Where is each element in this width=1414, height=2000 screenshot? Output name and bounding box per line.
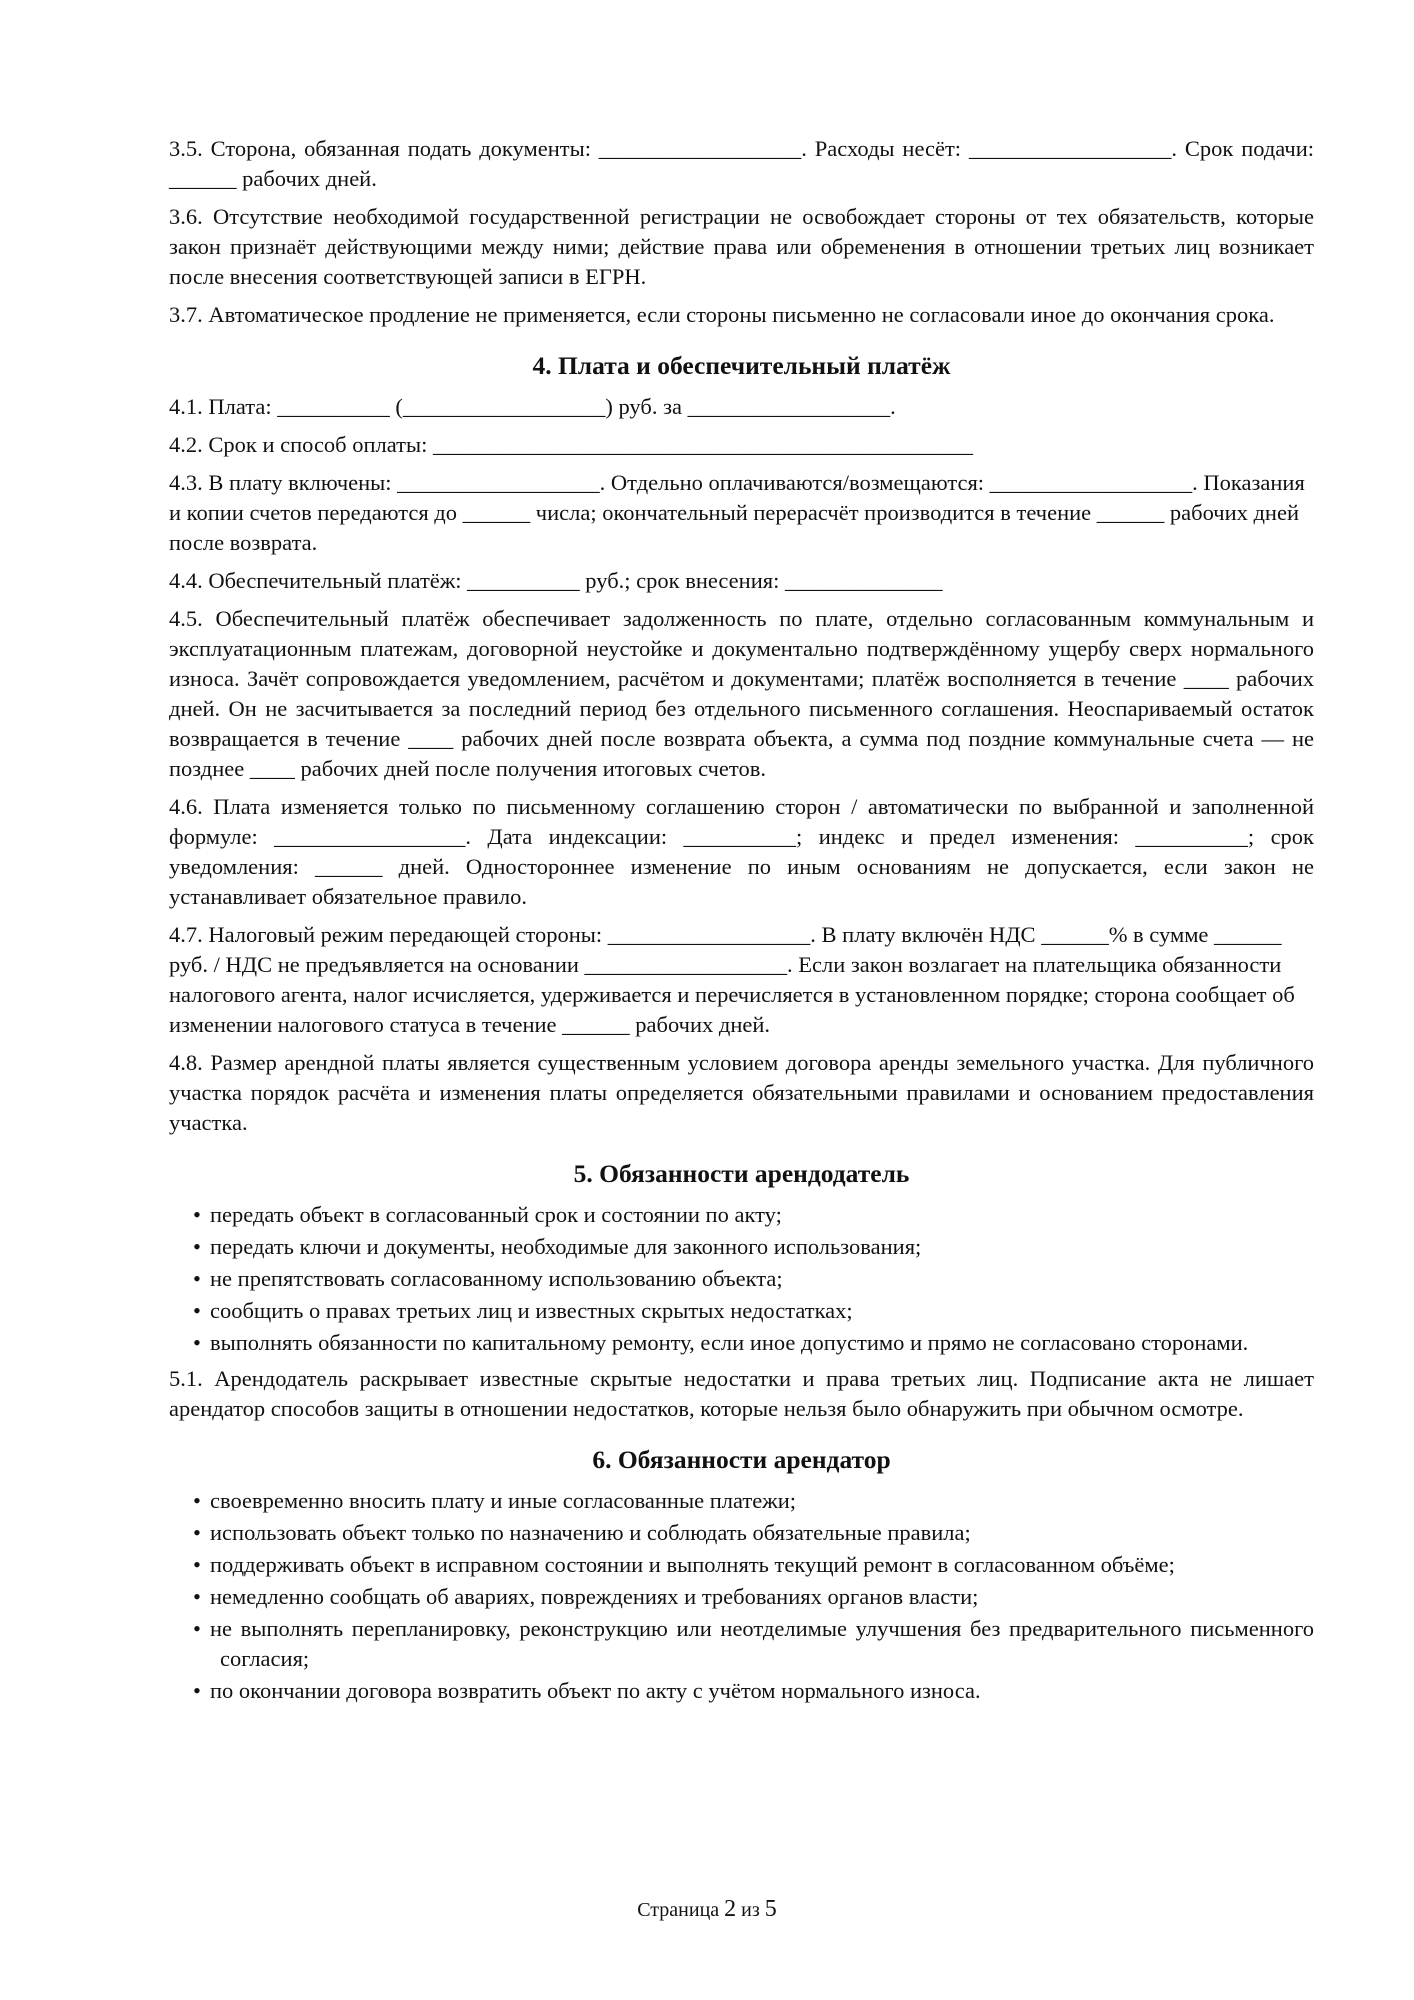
bullet-icon: • bbox=[193, 1584, 201, 1609]
bullet-icon: • bbox=[193, 1520, 201, 1545]
list-item: • немедленно сообщать об авариях, повреждениях и требованиях органов власти; bbox=[193, 1582, 1314, 1612]
footer-of: из bbox=[741, 1899, 760, 1921]
footer-prefix: Страница bbox=[637, 1899, 720, 1921]
clause-4-1: 4.1. Плата: __________ (__________________) руб. за __________________. bbox=[169, 394, 896, 419]
list-item: • передать ключи и документы, необходимые для законного использования; bbox=[193, 1232, 1314, 1262]
document-body bbox=[169, 134, 1314, 1712]
clause-4-8: 4.8. Размер арендной платы является существенным условием договора аренды земельного участка. Для публичного участка порядок расчёта и изменения платы определяется обязательными правилами и основанием предоставления участка. bbox=[169, 1050, 1314, 1135]
list-item: • не препятствовать согласованному использованию объекта; bbox=[193, 1264, 1314, 1294]
clause-4-2: 4.2. Срок и способ оплаты: ________________________________________________ bbox=[169, 432, 974, 457]
list-item: • передать объект в согласованный срок и состоянии по акту; bbox=[193, 1200, 1314, 1230]
total-page-count: 5 bbox=[764, 1896, 777, 1922]
clause-3-5: 3.5. Сторона, обязанная подать документы: __________________. Расходы несёт: __________________. Срок подачи: ______ рабочих дней. bbox=[169, 136, 1314, 191]
list-item: • выполнять обязанности по капитальному ремонту, если иное допустимо и прямо не согласовано сторонами. bbox=[193, 1328, 1314, 1358]
bullet-icon: • bbox=[193, 1678, 201, 1703]
list-item: • сообщить о правах третьих лиц и известных скрытых недостатках; bbox=[193, 1296, 1314, 1326]
clause-3-6: 3.6. Отсутствие необходимой государственной регистрации не освобождает стороны от тех обязательств, которые закон признаёт действующими между ними; действие права или обременения в отношении третьих лиц возникает после внесения соответствующей записи в ЕГРН. bbox=[169, 204, 1314, 289]
bullet-icon: • bbox=[193, 1234, 201, 1259]
section-5-title: 5. Обязанности арендодатель bbox=[573, 1159, 910, 1188]
clause-4-6: 4.6. Плата изменяется только по письменному соглашению сторон / автоматически по выбранной и заполненной формуле: _________________. Дата индексации: __________; индекс и предел изменения: __________; срок уведомления: ______ дней. Одностороннее изменение по иным основаниям не допускается, если закон не устанавливает обязательное правило. bbox=[169, 794, 1314, 909]
page-footer bbox=[0, 1894, 1414, 1925]
tenant-duties-list bbox=[169, 1486, 1314, 1706]
section-6-title: 6. Обязанности арендатор bbox=[592, 1445, 891, 1474]
clause-4-5: 4.5. Обеспечительный платёж обеспечивает задолженность по плате, отдельно согласованным коммунальным и эксплуатационным платежам, договорной неустойке и документально подтверждённому ущербу сверх нормального износа. Зачёт сопровождается уведомлением, расчётом и документами; платёж восполняется в течение ____ рабочих дней. Он не засчитывается за последний период без отдельного письменного соглашения. Неоспариваемый остаток возвращается в течение ____ рабочих дней после возврата объекта, а сумма под поздние коммунальные счета — не позднее ____ рабочих дней после получения итоговых счетов. bbox=[169, 606, 1314, 781]
clause-4-4: 4.4. Обеспечительный платёж: __________ руб.; срок внесения: ______________ bbox=[169, 568, 943, 593]
clause-4-3: 4.3. В плату включены: __________________. Отдельно оплачиваются/возмещаются: __________________. Показания и копии счетов передаются до ______ числа; окончательный перерасчёт производится в течение ______ рабочих дней после возврата. bbox=[169, 470, 1305, 555]
landlord-duties-list bbox=[169, 1200, 1314, 1358]
bullet-icon: • bbox=[193, 1298, 201, 1323]
clause-5-1: 5.1. Арендодатель раскрывает известные скрытые недостатки и права третьих лиц. Подписание акта не лишает арендатор способов защиты в отношении недостатков, которые нельзя было обнаружить при обычном осмотре. bbox=[169, 1366, 1314, 1421]
list-item: • использовать объект только по назначению и соблюдать обязательные правила; bbox=[193, 1518, 1314, 1548]
clause-3-7: 3.7. Автоматическое продление не применяется, если стороны письменно не согласовали иное до окончания срока. bbox=[169, 302, 1275, 327]
current-page-number: 2 bbox=[724, 1896, 737, 1922]
bullet-icon: • bbox=[193, 1202, 201, 1227]
list-item: • не выполнять перепланировку, реконструкцию или неотделимые улучшения без предварительного письменного согласия; bbox=[193, 1616, 1314, 1671]
list-item: • по окончании договора возвратить объект по акту с учётом нормального износа. bbox=[193, 1676, 1314, 1706]
bullet-icon: • bbox=[193, 1266, 201, 1291]
list-item: • поддерживать объект в исправном состоянии и выполнять текущий ремонт в согласованном объёме; bbox=[193, 1550, 1314, 1580]
bullet-icon: • bbox=[193, 1616, 201, 1641]
bullet-icon: • bbox=[193, 1330, 201, 1355]
section-4-title: 4. Плата и обеспечительный платёж bbox=[532, 351, 951, 380]
list-item: • своевременно вносить плату и иные согласованные платежи; bbox=[193, 1486, 1314, 1516]
bullet-icon: • bbox=[193, 1552, 201, 1577]
clause-4-7: 4.7. Налоговый режим передающей стороны: __________________. В плату включён НДС ______% в сумме ______ руб. / НДС не предъявляется на основании __________________. Если закон возлагает на плательщика обязанности налогового агента, налог исчисляется, удерживается и перечисляется в установленном порядке; сторона сообщает об изменении налогового статуса в течение ______ рабочих дней. bbox=[169, 922, 1295, 1037]
bullet-icon: • bbox=[193, 1488, 201, 1513]
